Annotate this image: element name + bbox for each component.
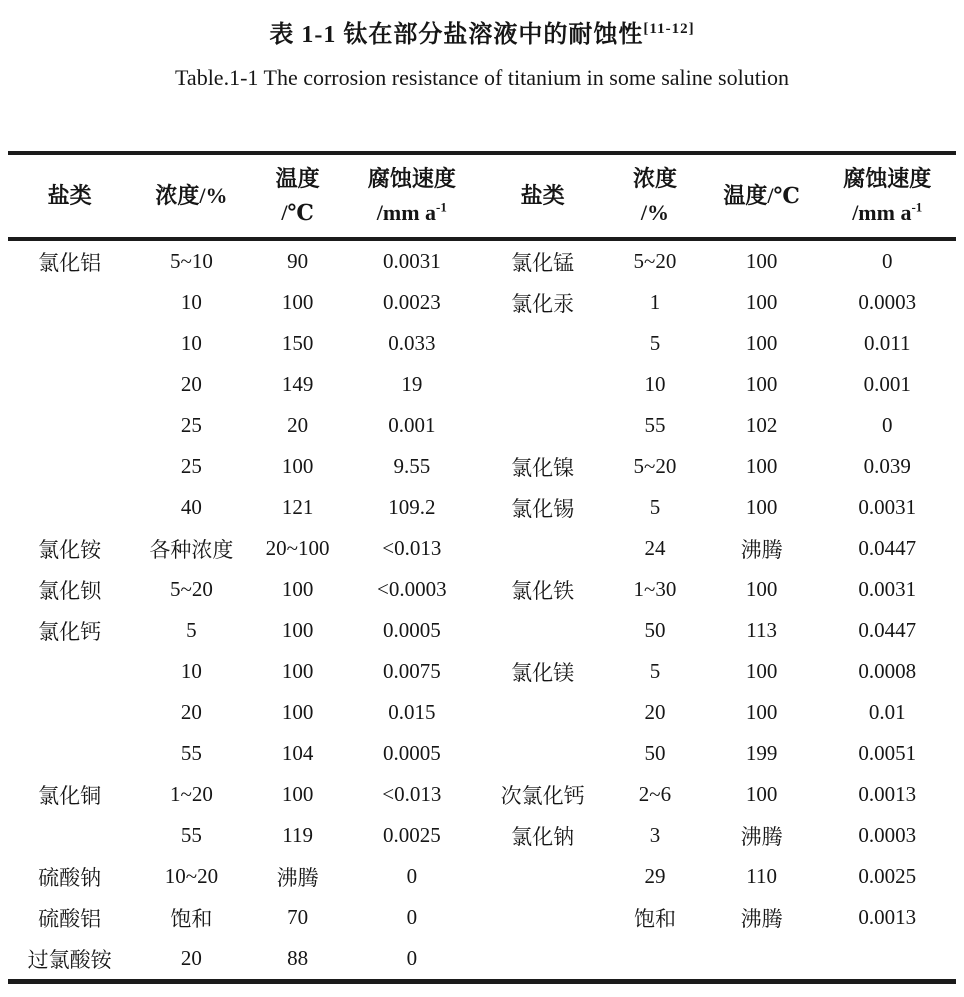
header-right-temperature: [705, 153, 819, 239]
header-label-unit: /℃: [281, 200, 314, 225]
left-concentration-cell: 20: [180, 700, 202, 724]
right-corrosion-rate-cell: 0.0003: [858, 290, 917, 314]
right-temperature-cell: 100: [745, 290, 778, 314]
header-left-corrosion-rate: [344, 153, 481, 239]
right-corrosion-rate-cell: 0.0447: [858, 618, 917, 642]
left-temperature-cell: 20: [287, 413, 309, 437]
right-corrosion-rate-cell: 0: [881, 249, 893, 273]
right-salt-cell: [480, 405, 605, 446]
left-salt-cell: [8, 692, 131, 733]
right-concentration-cell: 1~30: [633, 577, 677, 601]
left-salt-cell: [8, 487, 131, 528]
left-corrosion-rate-cell: 0.0023: [382, 290, 441, 314]
left-corrosion-rate-cell: 0.033: [388, 331, 436, 355]
right-concentration-cell: [605, 938, 705, 982]
right-temperature-cell: 199: [745, 741, 778, 765]
right-temperature-cell: 100: [745, 331, 778, 355]
right-corrosion-rate-cell: 0.039: [863, 454, 911, 478]
table-row: [8, 897, 956, 938]
right-salt-cell: [480, 856, 605, 897]
right-corrosion-rate-cell: 0.0025: [858, 864, 917, 888]
left-salt-cell: 过氯酸铵: [27, 947, 112, 972]
left-concentration-cell: 10: [180, 290, 202, 314]
right-temperature-cell: 100: [745, 659, 778, 683]
right-concentration-cell: 55: [644, 413, 666, 437]
header-label-unit: /%: [640, 200, 670, 225]
left-salt-cell: [8, 405, 131, 446]
left-salt-cell: 氯化铜: [38, 783, 102, 808]
table-row: [8, 528, 956, 569]
header-label: 盐类: [520, 182, 565, 208]
right-temperature-cell: 100: [745, 495, 778, 519]
header-label: 盐类: [47, 182, 92, 208]
left-temperature-cell: 88: [287, 946, 309, 970]
header-left-salt: [8, 153, 131, 239]
right-concentration-cell: 5: [649, 659, 661, 683]
table-row: [8, 569, 956, 610]
left-concentration-cell: 20: [180, 372, 202, 396]
right-concentration-cell: 3: [649, 823, 661, 847]
right-temperature-cell: 100: [745, 782, 778, 806]
right-corrosion-rate-cell: 0.0051: [858, 741, 917, 765]
right-concentration-cell: 50: [644, 741, 666, 765]
right-concentration-cell: 24: [644, 536, 666, 560]
left-salt-cell: 氯化钡: [38, 578, 102, 603]
table-row: [8, 487, 956, 528]
left-temperature-cell: 119: [282, 823, 313, 847]
right-salt-cell: [480, 528, 605, 569]
table-title-english: Table.1-1 The corrosion resistance of titanium in some saline solution: [175, 65, 789, 90]
right-salt-cell: 氯化铁: [511, 578, 575, 603]
right-concentration-cell: 5~20: [633, 249, 677, 273]
header-label: 腐蚀速度: [843, 165, 932, 191]
left-concentration-cell: 55: [180, 741, 202, 765]
right-concentration-cell: 50: [644, 618, 666, 642]
right-corrosion-rate-cell: 0.01: [868, 700, 906, 724]
citation-superscript: [11-12]: [643, 21, 695, 37]
left-corrosion-rate-cell: 0.001: [388, 413, 436, 437]
right-temperature-cell: 100: [745, 454, 778, 478]
right-corrosion-rate-cell: 0.011: [864, 331, 911, 355]
left-salt-cell: [8, 733, 131, 774]
left-corrosion-rate-cell: <0.013: [382, 782, 442, 806]
header-left-concentration: [131, 153, 251, 239]
header-left-temperature: [252, 153, 344, 239]
unit-exponent: -1: [436, 199, 447, 215]
right-salt-cell: 氯化镁: [511, 660, 575, 685]
left-salt-cell: 硫酸铝: [38, 906, 102, 931]
left-salt-cell: [8, 815, 131, 856]
right-salt-cell: 次氯化钙: [500, 783, 585, 808]
left-corrosion-rate-cell: <0.0003: [377, 577, 447, 601]
unit-exponent: -1: [911, 199, 923, 215]
left-salt-cell: 氯化铝: [38, 250, 102, 275]
corrosion-resistance-table: [8, 151, 956, 984]
left-temperature-cell: 150: [281, 331, 314, 355]
left-temperature-cell: 90: [287, 249, 309, 273]
left-temperature-cell: 20~100: [265, 536, 330, 560]
left-concentration-cell: 40: [180, 495, 202, 519]
right-corrosion-rate-cell: 0.0031: [858, 495, 917, 519]
left-concentration-cell: 各种浓度: [149, 537, 234, 562]
right-concentration-cell: 20: [644, 700, 666, 724]
right-salt-cell: 氯化锡: [511, 496, 575, 521]
header-label: 浓度/%: [155, 182, 228, 208]
table-title-chinese-text: 表 1-1 钛在部分盐溶液中的耐蚀性: [269, 22, 644, 48]
right-salt-cell: [480, 897, 605, 938]
table-row: [8, 239, 956, 282]
right-temperature-cell: 102: [745, 413, 778, 437]
header-right-concentration: [605, 153, 705, 239]
right-corrosion-rate-cell: 0.001: [863, 372, 911, 396]
left-temperature-cell: 100: [281, 577, 314, 601]
header-label: 温度: [275, 165, 320, 191]
header-label: 腐蚀速度: [367, 165, 456, 191]
right-corrosion-rate-cell: 0: [881, 413, 893, 437]
left-salt-cell: [8, 364, 131, 405]
left-concentration-cell: 5~10: [169, 249, 213, 273]
right-salt-cell: [480, 610, 605, 651]
table-row: [8, 364, 956, 405]
left-corrosion-rate-cell: 0.015: [388, 700, 436, 724]
left-concentration-cell: 5: [186, 618, 197, 642]
left-concentration-cell: 10: [180, 331, 202, 355]
table-row: [8, 323, 956, 364]
left-concentration-cell: 饱和: [170, 906, 213, 931]
right-concentration-cell: 29: [644, 864, 666, 888]
right-temperature-cell: 100: [745, 372, 778, 396]
right-salt-cell: [480, 733, 605, 774]
left-salt-cell: 氯化钙: [38, 619, 102, 644]
left-concentration-cell: 5~20: [169, 577, 213, 601]
left-temperature-cell: 100: [281, 618, 314, 642]
left-corrosion-rate-cell: 0: [406, 864, 418, 888]
left-temperature-cell: 104: [281, 741, 314, 765]
table-row: [8, 405, 956, 446]
left-concentration-cell: 10~20: [164, 864, 219, 888]
right-temperature-cell: 100: [745, 577, 778, 601]
right-corrosion-rate-cell: 0.0013: [858, 782, 917, 806]
right-salt-cell: 氯化钠: [511, 824, 575, 849]
left-concentration-cell: 1~20: [169, 782, 213, 806]
table-row: [8, 610, 956, 651]
left-temperature-cell: 100: [281, 659, 314, 683]
table-body: [8, 239, 956, 982]
table-row: [8, 733, 956, 774]
right-concentration-cell: 5: [649, 495, 661, 519]
right-temperature-cell: [705, 938, 819, 982]
left-corrosion-rate-cell: 0.0031: [382, 249, 441, 273]
right-corrosion-rate-cell: [818, 938, 956, 982]
right-temperature-cell: 沸腾: [740, 537, 783, 562]
right-concentration-cell: 1: [649, 290, 661, 314]
right-salt-cell: [480, 938, 605, 982]
header-label-unit: /mm $a^{-1}$: [852, 199, 923, 225]
table-row: [8, 692, 956, 733]
left-concentration-cell: 55: [180, 823, 202, 847]
left-corrosion-rate-cell: 0: [406, 905, 418, 929]
table-row: [8, 446, 956, 487]
left-concentration-cell: 25: [180, 413, 202, 437]
left-salt-cell: 硫酸钠: [38, 865, 102, 890]
left-corrosion-rate-cell: 19: [401, 372, 423, 396]
right-salt-cell: 氯化汞: [511, 291, 575, 316]
table-row: [8, 938, 956, 982]
left-temperature-cell: 100: [281, 700, 314, 724]
right-corrosion-rate-cell: 0.0031: [858, 577, 917, 601]
right-concentration-cell: 5: [649, 331, 661, 355]
right-corrosion-rate-cell: 0.0013: [858, 905, 917, 929]
left-corrosion-rate-cell: 0.0025: [382, 823, 441, 847]
right-corrosion-rate-cell: 0.0008: [858, 659, 917, 683]
left-concentration-cell: 25: [180, 454, 202, 478]
table-header: [8, 153, 956, 239]
left-temperature-cell: 70: [287, 905, 309, 929]
right-salt-cell: [480, 692, 605, 733]
left-salt-cell: [8, 651, 131, 692]
table-title-chinese: [0, 14, 964, 49]
right-concentration-cell: 2~6: [638, 782, 672, 806]
left-corrosion-rate-cell: 0.0075: [382, 659, 441, 683]
table-row: [8, 282, 956, 323]
left-corrosion-rate-cell: 109.2: [388, 495, 436, 519]
left-temperature-cell: 100: [281, 782, 314, 806]
right-temperature-cell: 沸腾: [740, 824, 783, 849]
right-salt-cell: [480, 323, 605, 364]
right-temperature-cell: 沸腾: [740, 906, 783, 931]
left-salt-cell: [8, 323, 131, 364]
right-salt-cell: 氯化锰: [511, 250, 575, 275]
left-temperature-cell: 100: [281, 290, 314, 314]
right-concentration-cell: 10: [644, 372, 666, 396]
left-concentration-cell: 20: [180, 946, 202, 970]
right-corrosion-rate-cell: 0.0003: [858, 823, 917, 847]
left-temperature-cell: 沸腾: [276, 865, 319, 890]
header-row: [8, 153, 956, 239]
right-corrosion-rate-cell: 0.0447: [858, 536, 917, 560]
header-right-salt: [480, 153, 605, 239]
header-label: 温度/℃: [723, 182, 800, 208]
table-row: [8, 815, 956, 856]
left-concentration-cell: 10: [180, 659, 202, 683]
left-corrosion-rate-cell: 0.0005: [382, 618, 441, 642]
header-label-unit: /mm $a^{-1}$: [376, 199, 447, 225]
left-salt-cell: 氯化铵: [38, 537, 102, 562]
right-concentration-cell: 5~20: [633, 454, 677, 478]
right-temperature-cell: 113: [746, 618, 777, 642]
right-temperature-cell: 100: [745, 249, 778, 273]
right-temperature-cell: 100: [745, 700, 778, 724]
right-salt-cell: [480, 364, 605, 405]
left-temperature-cell: 100: [281, 454, 314, 478]
header-label: 浓度: [632, 165, 677, 191]
table-row: [8, 651, 956, 692]
right-concentration-cell: 饱和: [633, 906, 676, 931]
table-row: [8, 774, 956, 815]
left-temperature-cell: 149: [281, 372, 314, 396]
left-corrosion-rate-cell: 9.55: [393, 454, 431, 478]
right-salt-cell: 氯化镍: [511, 455, 575, 480]
left-temperature-cell: 121: [281, 495, 314, 519]
left-salt-cell: [8, 282, 131, 323]
left-corrosion-rate-cell: 0.0005: [382, 741, 441, 765]
left-corrosion-rate-cell: 0: [406, 946, 418, 970]
left-corrosion-rate-cell: <0.013: [382, 536, 442, 560]
table-row: [8, 856, 956, 897]
header-right-corrosion-rate: [818, 153, 956, 239]
right-temperature-cell: 110: [746, 864, 777, 888]
left-salt-cell: [8, 446, 131, 487]
